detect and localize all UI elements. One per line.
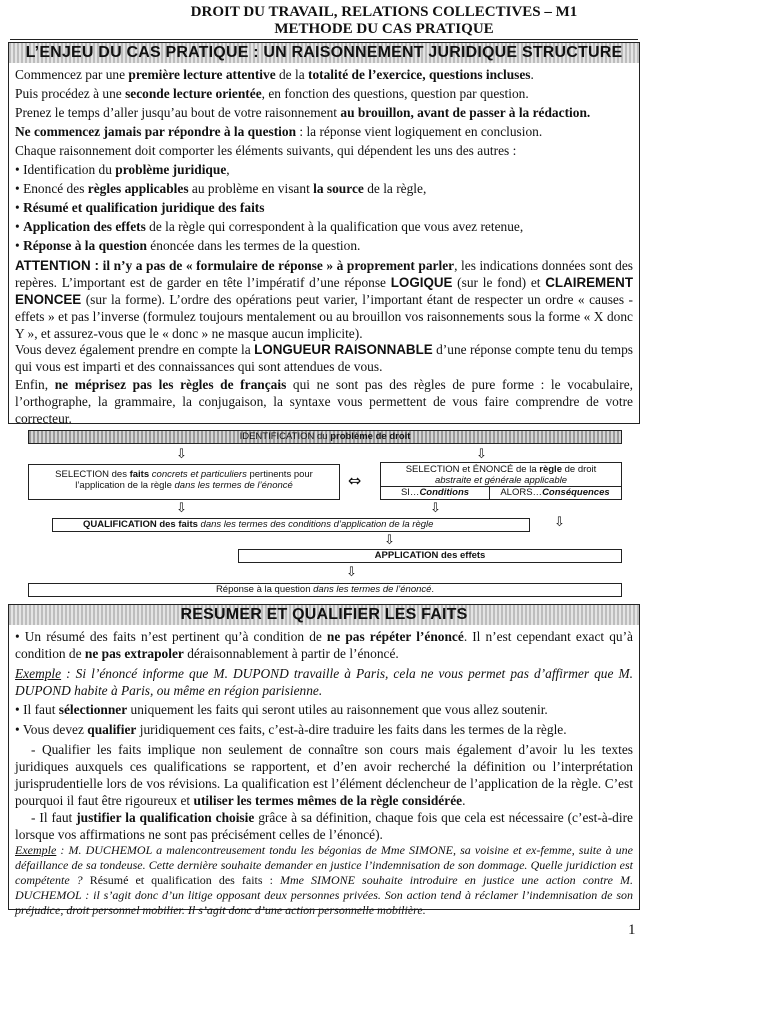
paragraph-length: Vous devez également prendre en compte la LONGUEUR RAISONNABLE d’une réponse compte tenu du temps qui vous est imparti et des connaissances qui sont attendues de vous. [15,342,634,374]
arrow-down-icon: ⇩ [476,447,487,462]
double-arrow-icon: ⇔ [348,471,362,490]
section-banner [9,43,639,63]
paragraph-first-reading: Commencez par une première lecture attentive de la totalité de l’exercice, questions incluses. [15,67,534,82]
section-title: RESUMER ET QUALIFIER LES FAITS [180,606,468,623]
paragraph-draft: Prenez le temps d’aller jusqu’au bout de votre raisonnement au brouillon, avant de passer à la rédaction. [15,105,591,120]
document-subtitle: METHODE DU CAS PRATIQUE [274,21,494,37]
paragraph-qualify: • Vous devez qualifier juridiquement ces faits, c’est-à-dire traduire les faits dans les termes de la règle. [15,722,567,737]
header-rule [10,39,638,40]
document-title: DROIT DU TRAVAIL, RELATIONS COLLECTIVES – M1 [190,4,578,20]
arrow-down-icon: ⇩ [384,533,395,548]
arrow-down-icon: ⇩ [346,565,357,580]
list-item: • Enoncé des règles applicables au problème en visant la source de la règle, [15,181,427,196]
list-item: • Résumé et qualification juridique des faits [15,200,265,215]
method-flowchart [0,428,768,600]
section-banner [9,605,639,625]
paragraph-attention: ATTENTION : il n’y a pas de « formulaire de réponse » à proprement parler, les indications données sont des repères. L’important est de garder en tête l’impératif d’une réponse LOGIQUE (sur le fond) et CLAIREMENT ENONCEE (sur la forme). L’ordre des opérations peut varier, l’important étant de respecter un ordre « causes - effets » et pas l’inverse (formulez toujours mentalement ou au brouillon vos raisonnements sous la forme « X donc Y », et assurez-vous que le « donc » ne masque aucun implicite). [15,258,633,341]
example-duchemol: Exemple : M. DUCHEMOL a malencontreusement tondu les bégonias de Mme SIMONE, sa voisine et ex-femme, suite à une défaillance de sa tondeuse. Cette dernière souhaite demander en justice l’indemnisation de son dommage. Quelle juridiction est compétente ? Résumé et qualification des faits : Mme SIMONE souhaite introduire en justice une action contre M. DUCHEMOL : il s’agit donc d’un litige opposant deux personnes privées. Son action tend à réclamer l’indemnisation de son préjudice, droit personnel mobilier. Il s’agit donc d’une action personnelle mobilière. [15,843,633,917]
arrow-down-icon: ⇩ [554,515,565,530]
list-item: • Identification du problème juridique, [15,162,230,177]
flow-application: APPLICATION des effets [238,549,622,563]
paragraph-summary: • Un résumé des faits n’est pertinent qu’à condition de ne pas répéter l’énoncé. Il n’est cependant exact qu’à condition de ne pas extrapoler déraisonnablement à partir de l’énoncé. [15,629,633,661]
flow-identification: IDENTIFICATION du problème de droit [28,430,622,444]
paragraph-never-answer-first: Ne commencez jamais par répondre à la question : la réponse vient logiquement en conclusion. [15,124,543,139]
flow-qualification: QUALIFICATION des faits dans les termes des conditions d’application de la règle [52,518,530,532]
arrow-down-icon: ⇩ [176,501,187,516]
flow-answer: Réponse à la question dans les termes de l’énoncé. [28,583,622,597]
list-item: • Application des effets de la règle qui correspondent à la qualification que vous avez retenue, [15,219,524,234]
paragraph-qualification-detail: - Qualifier les faits implique non seulement de connaître son cours mais également d’avoir lu les textes juridiques auxquels ces qualifications se rapportent, et d’en avoir recherché la définition ou l’interprétation jurisprudentielle lors de vos révisions. La qualification est l’élément déclencheur de l’application de la règle. C’est pourquoi il faut être rigoureux et utiliser les termes mêmes de la règle considérée. [15,742,633,808]
section-title: L’ENJEU DU CAS PRATIQUE : UN RAISONNEMENT JURIDIQUE STRUCTURE [25,44,623,61]
page-number: 1 [628,922,636,938]
flow-selection-facts: SELECTION des faits concrets et particuliers pertinents pour l’application de la règle dans les termes de l’énoncé [28,464,340,500]
paragraph-french: Enfin, ne méprisez pas les règles de français qui ne sont pas des règles de pure forme : le vocabulaire, l’orthographe, la grammaire, la conjugaison, la syntaxe vous permettent de vous faire comprendre de votre correcteur. [15,377,633,426]
paragraph-select: • Il faut sélectionner uniquement les faits qui seront utiles au raisonnement que vous allez soutenir. [15,702,548,717]
arrow-down-icon: ⇩ [176,447,187,462]
section-cas-pratique [8,42,640,424]
paragraph-elements-intro: Chaque raisonnement doit comporter les éléments suivants, qui dépendent les uns des autres : [15,143,517,158]
section-resumer-qualifier [8,604,640,917]
example-dupond: Exemple : Si l’énoncé informe que M. DUPOND travaille à Paris, cela ne vous permet pas d’affirmer que M. DUPOND habite à Paris, ou même en région parisienne. [15,666,633,698]
flow-selection-rule: SELECTION et ÉNONCÉ de la règle de droit abstraite et générale applicable SI…Conditions ALORS…Conséquences [380,462,622,500]
paragraph-justify: - Il faut justifier la qualification choisie grâce à sa définition, chaque fois que cela est nécessaire (c’est-à-dire lorsque vos affirmations ne sont pas précisément celles de l’énoncé). [15,810,634,842]
list-item: • Réponse à la question énoncée dans les termes de la question. [15,238,361,253]
arrow-down-icon: ⇩ [430,501,441,516]
paragraph-second-reading: Puis procédez à une seconde lecture orientée, en fonction des questions, question par question. [15,86,529,101]
